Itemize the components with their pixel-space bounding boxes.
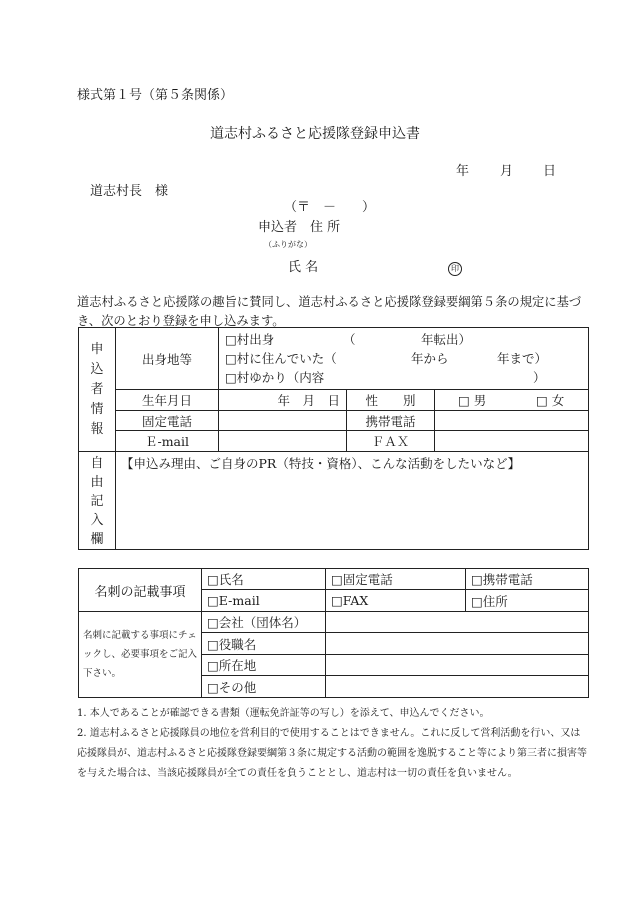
business-card-label: 名刺の記載事項 xyxy=(79,569,202,612)
free-entry-field[interactable] xyxy=(116,452,589,550)
business-card-note: 名刺に記載する事項にチェックし、必要事項をご記入下さい。 xyxy=(79,612,202,698)
date-month: 月 xyxy=(500,164,514,179)
card-option-email[interactable]: □E-mail xyxy=(202,590,326,612)
card-option-address[interactable]: □住所 xyxy=(466,590,589,612)
card-option-title[interactable]: □役職名 xyxy=(202,633,326,655)
card-option-fax[interactable]: □FAX xyxy=(326,590,466,612)
notes xyxy=(77,704,589,784)
card-option-company[interactable]: □会社（団体名） xyxy=(202,612,326,633)
applicant-info-table xyxy=(78,327,589,550)
business-card-table xyxy=(78,568,589,698)
card-option-mobile[interactable]: □携帯電話 xyxy=(466,569,589,590)
card-title-field[interactable] xyxy=(326,633,589,655)
phone-label: 固定電話 xyxy=(116,411,219,431)
sex-options xyxy=(435,390,589,411)
origin-option-born[interactable]: □村出身 （ 年転出） xyxy=(225,332,472,347)
intro-text: 道志村ふるさと応援隊の趣旨に賛同し、道志村ふるさと応援隊登録要綱第５条の規定に基づき、次のとおり登録を申し込みます。 xyxy=(77,295,582,328)
form-number: 様式第１号（第５条関係） xyxy=(77,88,234,103)
note-2: 2. 道志村ふるさと応援隊員の地位を営利目的で使用することはできません。これに反して営利活動を行い、又は応援隊員が、道志村ふるさと応援隊登録要綱第３条に規定する活動の範囲を逸脱すること等により第三者に損害等を与えた場合は、当該応援隊員が全ての責任を負うこととし、道志村は一切の責任を負いません。 xyxy=(77,728,587,779)
sex-male-checkbox[interactable]: □ 男 xyxy=(458,393,487,408)
email-label: Ｅ-mail xyxy=(116,431,219,452)
sex-female-checkbox[interactable]: □ 女 xyxy=(536,393,565,408)
furigana-label: （ふりがな） xyxy=(264,240,312,249)
birthdate-label: 生年月日 xyxy=(116,390,219,411)
card-company-field[interactable] xyxy=(326,612,589,633)
fax-label: ＦＡＸ xyxy=(347,431,435,452)
free-entry-label: 自由記入欄 xyxy=(79,452,116,550)
origin-options xyxy=(219,328,589,390)
origin-label: 出身地等 xyxy=(116,328,219,390)
addressee: 道志村長 様 xyxy=(90,184,169,199)
card-option-other[interactable]: □その他 xyxy=(202,676,326,698)
card-option-location[interactable]: □所在地 xyxy=(202,655,326,676)
free-entry-prompt: 【申込み理由、ご自身のPR（特技・資格）、こんな活動をしたいなど】 xyxy=(121,456,521,471)
mobile-label: 携帯電話 xyxy=(347,411,435,431)
date-day: 日 xyxy=(543,164,557,179)
note-1: 1. 本人であることが確認できる書類（運転免許証等の写し）を添えて、申込んでください。 xyxy=(77,708,490,719)
mobile-field[interactable] xyxy=(435,411,589,431)
card-option-phone[interactable]: □固定電話 xyxy=(326,569,466,590)
phone-field[interactable] xyxy=(219,411,347,431)
origin-option-related[interactable]: □村ゆかり（内容 ） xyxy=(225,370,546,385)
address-label: 申込者 住 所 xyxy=(258,220,341,235)
name-label: 氏 名 xyxy=(288,260,319,275)
date-year: 年 xyxy=(456,164,470,179)
applicant-info-label: 申込者情報 xyxy=(79,328,116,452)
origin-option-lived[interactable]: □村に住んでいた（ 年から 年まで） xyxy=(225,351,548,366)
fax-field[interactable] xyxy=(435,431,589,452)
card-option-name[interactable]: □氏名 xyxy=(202,569,326,590)
birthdate-field[interactable]: 年 月 日 xyxy=(219,390,347,411)
seal-mark: 印 xyxy=(448,256,462,276)
postal-code: （〒 － ） xyxy=(284,200,376,215)
email-field[interactable] xyxy=(219,431,347,452)
document-title: 道志村ふるさと応援隊登録申込書 xyxy=(210,126,420,142)
sex-label: 性 別 xyxy=(347,390,435,411)
card-location-field[interactable] xyxy=(326,655,589,676)
card-other-field[interactable] xyxy=(326,676,589,698)
